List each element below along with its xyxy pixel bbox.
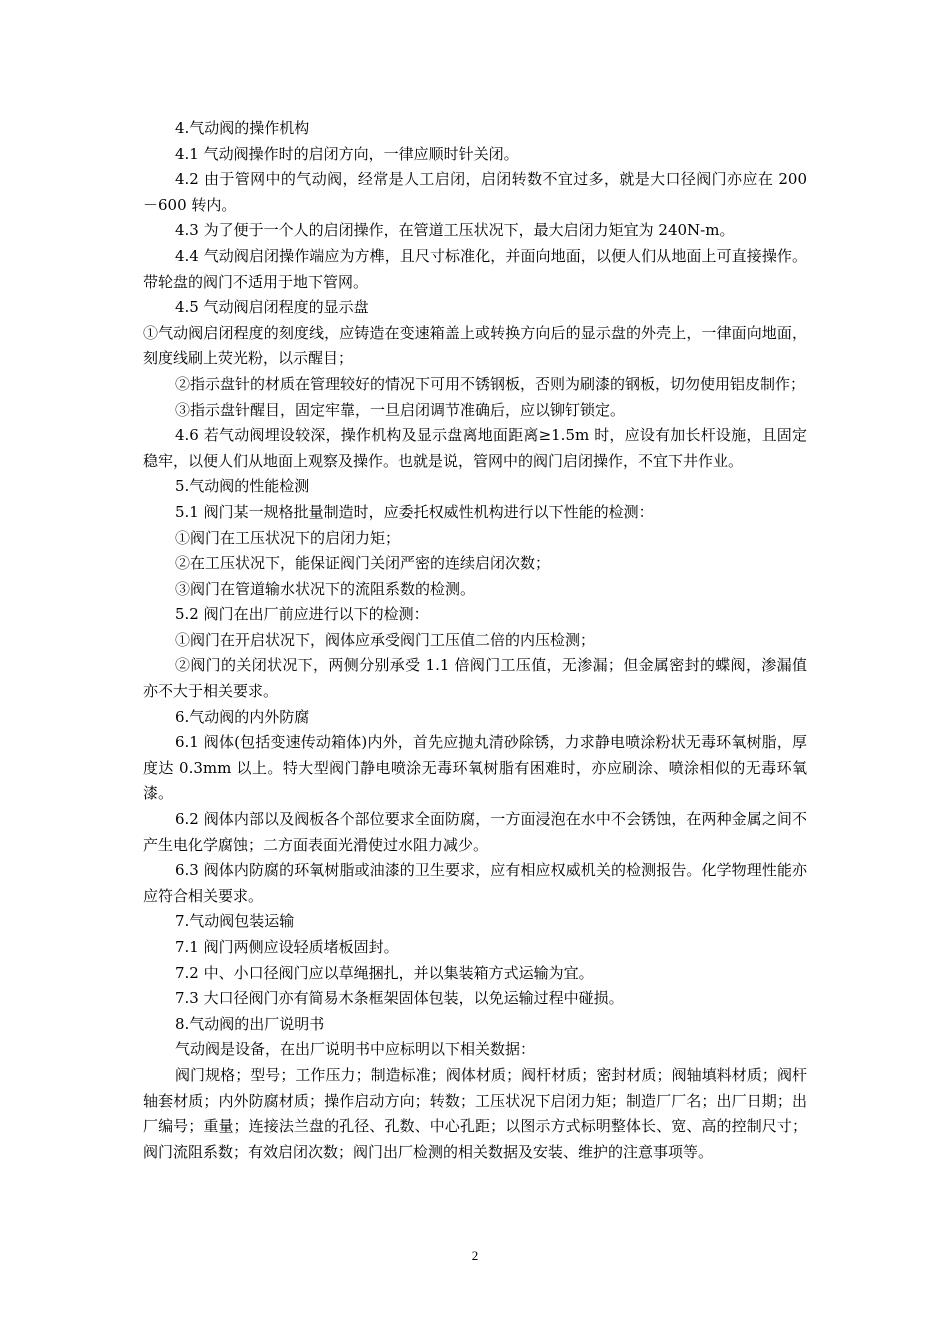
paragraph: 4.2 由于管网中的气动阀，经常是人工启闭，启闭转数不宜过多，就是大口径阀门亦应在 200－600 转内。 — [143, 170, 807, 214]
paragraph: 气动阀是设备，在出厂说明书中应标明以下相关数据： — [175, 1040, 536, 1059]
paragraph: ②指示盘针的材质在管理较好的情况下可用不锈钢板，否则为刷漆的钢板，切勿使用铝皮制作； — [175, 374, 806, 393]
paragraph: 7.3 大口径阀门亦有简易木条框架固体包装，以免运输过程中碰损。 — [175, 989, 624, 1008]
page-number: 2 — [471, 1248, 479, 1263]
paragraph: 5.气动阀的性能检测 — [175, 477, 310, 496]
paragraph: 4.1 气动阀操作时的启闭方向，一律应顺时针关闭。 — [175, 144, 519, 163]
paragraph: 4.4 气动阀启闭操作端应为方榫，且尺寸标准化，并面向地面，以便人们从地面上可直接操作。带轮盘的阀门不适用于地下管网。 — [143, 246, 807, 291]
paragraph: ②在工压状况下，能保证阀门关闭严密的连续启闭次数； — [175, 554, 551, 573]
paragraph: 7.气动阀包装运输 — [175, 912, 295, 931]
paragraph: 6.3 阀体内防腐的环氧树脂或油漆的卫生要求，应有相应权威机关的检测报告。化学物理性能亦应符合相关要求。 — [143, 861, 807, 905]
paragraph: 7.1 阀门两侧应设轻质堵板固封。 — [175, 938, 399, 956]
paragraph: ③指示盘针醒目，固定牢靠，一旦启闭调节准确后，应以铆钉锁定。 — [175, 400, 626, 419]
document-body — [143, 116, 807, 1165]
paragraph: ③阀门在管道输水状况下的流阻系数的检测。 — [175, 579, 476, 598]
paragraph: 阀门规格；型号；工作压力；制造标准；阀体材质；阀杆材质；密封材质；阀轴填料材质；阀杆轴套材质；内外防腐材质；操作启动方向；转数；工压状况下启闭力矩；制造厂厂名；出厂日期；出厂编号；重量；连接法兰盘的孔径、孔数、中心孔距；以图示方式标明整体长、宽、高的控制尺寸；阀门流阻系数；有效启闭次数；阀门出厂检测的相关数据及安装、维护的注意事项等。 — [143, 1065, 807, 1161]
paragraph: 4.5 气动阀启闭程度的显示盘 — [175, 298, 369, 317]
paragraph: 4.3 为了便于一个人的启闭操作，在管道工压状况下，最大启闭力矩宜为 240N-m。 — [175, 221, 735, 240]
paragraph: 5.1 阀门某一规格批量制造时，应委托权威性机构进行以下性能的检测： — [175, 502, 654, 521]
paragraph: 4.气动阀的操作机构 — [175, 119, 310, 137]
paragraph: ①阀门在开启状况下，阀体应承受阀门工压值二倍的内压检测； — [175, 630, 596, 649]
paragraph: 6.气动阀的内外防腐 — [175, 707, 310, 726]
paragraph: 8.气动阀的出厂说明书 — [175, 1014, 325, 1033]
paragraph: ②阀门的关闭状况下，两侧分别承受 1.1 倍阀门工压值，无渗漏；但金属密封的蝶阀，渗漏值亦不大于相关要求。 — [143, 656, 807, 701]
paragraph: 4.6 若气动阀埋设较深，操作机构及显示盘离地面距离≥1.5m 时，应设有加长杆设施，且固定稳牢，以便人们从地面上观察及操作。也就是说，管网中的阀门启闭操作，不宜下井作业。 — [143, 426, 807, 470]
paragraph: 5.2 阀门在出厂前应进行以下的检测： — [175, 605, 429, 624]
paragraph: 7.2 中、小口径阀门应以草绳捆扎，并以集装箱方式运输为宜。 — [175, 963, 594, 982]
paragraph: 6.1 阀体(包括变速传动箱体)内外，首先应抛丸清砂除锈，力求静电喷涂粉状无毒环氧树脂，厚度达 0.3mm 以上。特大型阀门静电喷涂无毒环氧树脂有困难时，亦应刷涂、喷涂相似的无毒环氧漆。 — [143, 733, 807, 803]
paragraph: ①气动阀启闭程度的刻度线，应铸造在变速箱盖上或转换方向后的显示盘的外壳上，一律面向地面，刻度线刷上荧光粉，以示醒目； — [143, 323, 807, 368]
paragraph: 6.2 阀体内部以及阀板各个部位要求全面防腐，一方面浸泡在水中不会锈蚀，在两种金属之间不产生电化学腐蚀；二方面表面光滑使过水阻力减少。 — [143, 810, 807, 854]
paragraph: ①阀门在工压状况下的启闭力矩； — [175, 528, 401, 547]
